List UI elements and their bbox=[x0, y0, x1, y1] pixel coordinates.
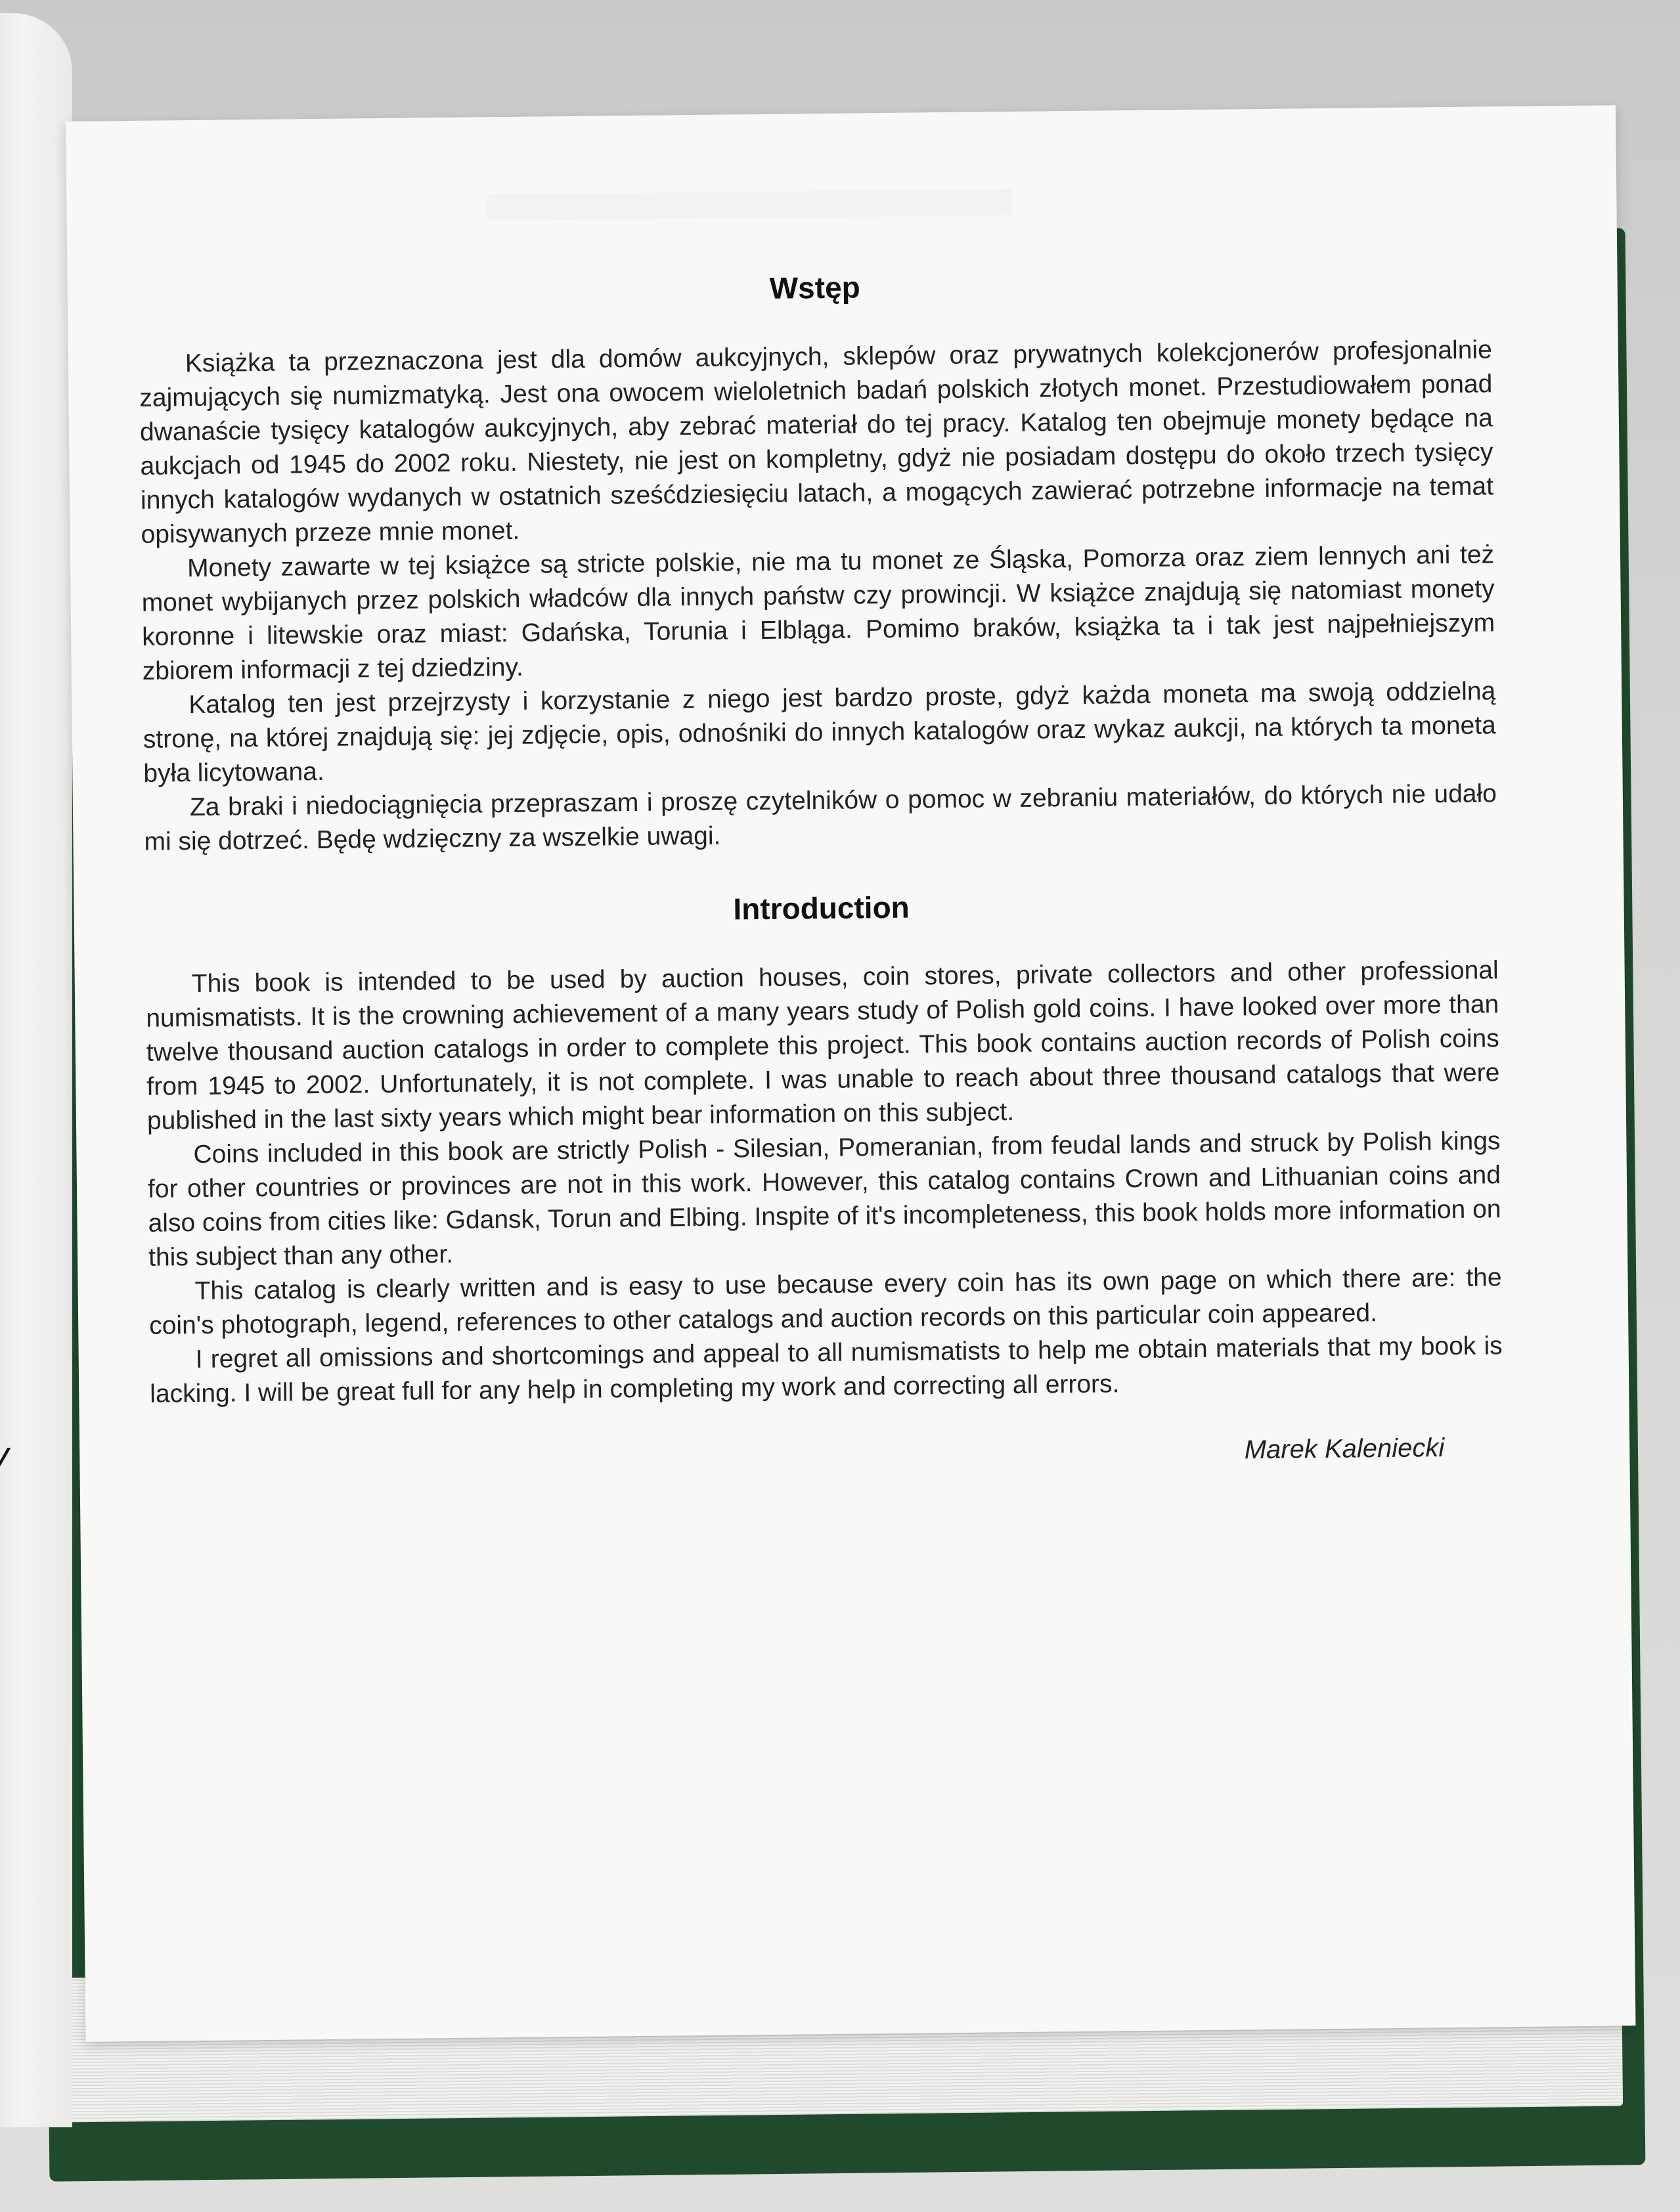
heading-english: Introduction bbox=[733, 890, 910, 926]
paragraph-en-1: This book is intended to be used by auction houses, coin stores, private collectors and other professional numismatists. It is the crowning achievement of a many years study of Polish gold coins. I have looked over more than twelve thousand auction catalogs in order to complete this project. This book contains auction records of Polish coins from 1945 to 2002. Unfortunately, it is not complete. I was unable to reach about three thousand catalogs that were published in the last sixty years which might bear information on this subject. bbox=[146, 956, 1500, 1135]
pen-mark bbox=[0, 1448, 11, 1510]
page-content bbox=[138, 261, 1503, 1478]
paragraph-pl-2: Monety zawarte w tej książce są stricte polskie, nie ma tu monet ze Śląska, Pomorza oraz ziem lennych ani też monet wybijanych przez polskich władców dla innych państw czy prowincji. W książce znajdują się natomiast monety koronne i litewskie oraz miast: Gdańska, Torunia i Elbląga. Pomimo braków, książka ta i tak jest najpełniejszym zbiorem informacji z tej dziedziny. bbox=[141, 540, 1495, 685]
author-signature: Marek Kaleniecki bbox=[1244, 1433, 1445, 1465]
left-page-edge bbox=[0, 13, 72, 2127]
heading-polish: Wstęp bbox=[769, 270, 860, 305]
paragraph-pl-1: Książka ta przeznaczona jest dla domów aukcyjnych, sklepów oraz prywatnych kolekcjonerów profesjonalnie zajmujących się numizmatyką. Jest ona owocem wieloletnich badań polskich złotych monet. Przestudiowałem ponad dwanaście tysięcy katalogów aukcyjnych, aby zebrać materiał do tej pracy. Katalog ten obejmuje monety będące na aukcjach od 1945 do 2002 roku. Niestety, nie jest on kompletny, gdyż nie posiadam dostępu do około trzech tysięcy innych katalogów wydanych w ostatnich sześćdziesięciu latach, a mogących zawierać potrzebne informacje na temat opisywanych przeze mnie monet. bbox=[139, 336, 1494, 549]
paragraph-en-3: This catalog is clearly written and is easy to use because every coin has its own page on which there are: the coin's photograph, legend, references to other catalogs and auction records on this particular coin appeared. bbox=[148, 1263, 1502, 1340]
book-page bbox=[66, 105, 1636, 2042]
show-through-text bbox=[487, 189, 1012, 221]
paragraph-en-4: I regret all omissions and shortcomings and appeal to all numismatists to help me obtain materials that my book is lacking. I will be great full for any help in completing my work and correcting all errors. bbox=[150, 1332, 1503, 1408]
paragraph-pl-3: Katalog ten jest przejrzysty i korzystanie z niego jest bardzo proste, gdyż każda moneta ma swoją oddzielną stronę, na której znajdują się: jej zdjęcie, opis, odnośniki do innych katalogów oraz wykaz aukcji, na których ta moneta była licytowana. bbox=[143, 677, 1496, 788]
paragraph-en-2: Coins included in this book are strictly Polish - Silesian, Pomeranian, from feudal lands and struck by Polish kings for other countries or provinces are not in this work. However, this catalog contains Crown and Lithuanian coins and also coins from cities like: Gdansk, Torun and Elbing. Inspite of it's incompleteness, this book holds more information on this subject than any other. bbox=[147, 1127, 1501, 1272]
paragraph-pl-4: Za braki i niedociągnięcia przepraszam i proszę czytelników o pomoc w zebraniu materiałów, do których nie udało mi się dotrzeć. Będę wdzięczny za wszelkie uwagi. bbox=[144, 779, 1497, 856]
